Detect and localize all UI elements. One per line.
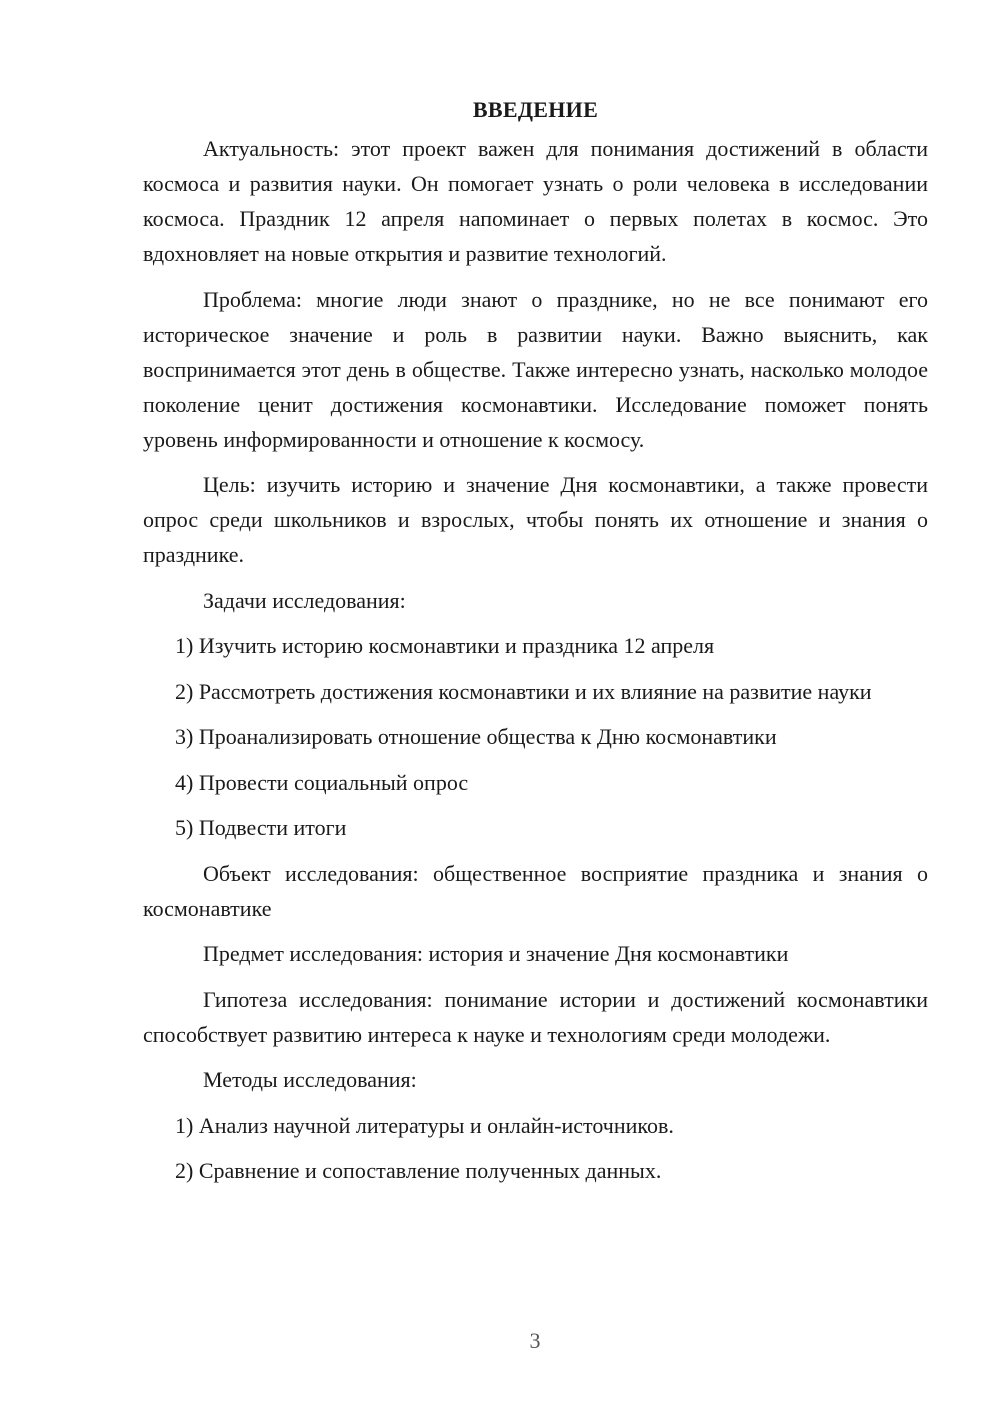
method-item: 2) Сравнение и сопоставление полученных данных. — [175, 1158, 662, 1183]
task-item: 1) Изучить историю космонавтики и праздника 12 апреля — [175, 633, 715, 658]
paragraph-hypothesis: Гипотеза исследования: понимание истории и достижений космонавтики способствует развитию интереса к науке и технологиям среди молодежи. — [143, 986, 928, 1047]
task-item: 5) Подвести итоги — [175, 815, 347, 840]
tasks-heading: Задачи исследования: — [203, 587, 406, 613]
page-number: 3 — [529, 1328, 541, 1353]
task-item: 3) Проанализировать отношение общества к Дню космонавтики — [175, 724, 777, 749]
methods-heading: Методы исследования: — [203, 1067, 417, 1092]
task-item: 2) Рассмотреть достижения космонавтики и их влияние на развитие науки — [175, 678, 872, 704]
document-page — [143, 92, 928, 1199]
paragraph-goal: Цель: изучить историю и значение Дня космонавтики, а также провести опрос среди школьников и взрослых, чтобы понять их отношение и знания о празднике. — [143, 472, 928, 567]
method-item: 1) Анализ научной литературы и онлайн-источников. — [175, 1112, 674, 1138]
paragraph-subject: Предмет исследования: история и значение Дня космонавтики — [203, 941, 789, 966]
paragraph-problem: Проблема: многие люди знают о празднике, но не все понимают его историческое значение и роль в развитии науки. Важно выяснить, как воспринимается этот день в обществе. Также интересно узнать, насколько молодое поколение ценит достижения космонавтики. Исследование поможет понять уровень информированности и отношение к космосу. — [143, 286, 928, 452]
task-item: 4) Провести социальный опрос — [175, 769, 469, 795]
section-title: ВВЕДЕНИЕ — [472, 97, 599, 122]
paragraph-object: Объект исследования: общественное восприятие праздника и знания о космонавтике — [143, 860, 928, 921]
paragraph-relevance: Актуальность: этот проект важен для понимания достижений в области космоса и развития науки. Он помогает узнать о роли человека в исследовании космоса. Праздник 12 апреля напоминает о первых полетах в космос. Это вдохновляет на новые открытия и развитие технологий. — [143, 136, 928, 266]
